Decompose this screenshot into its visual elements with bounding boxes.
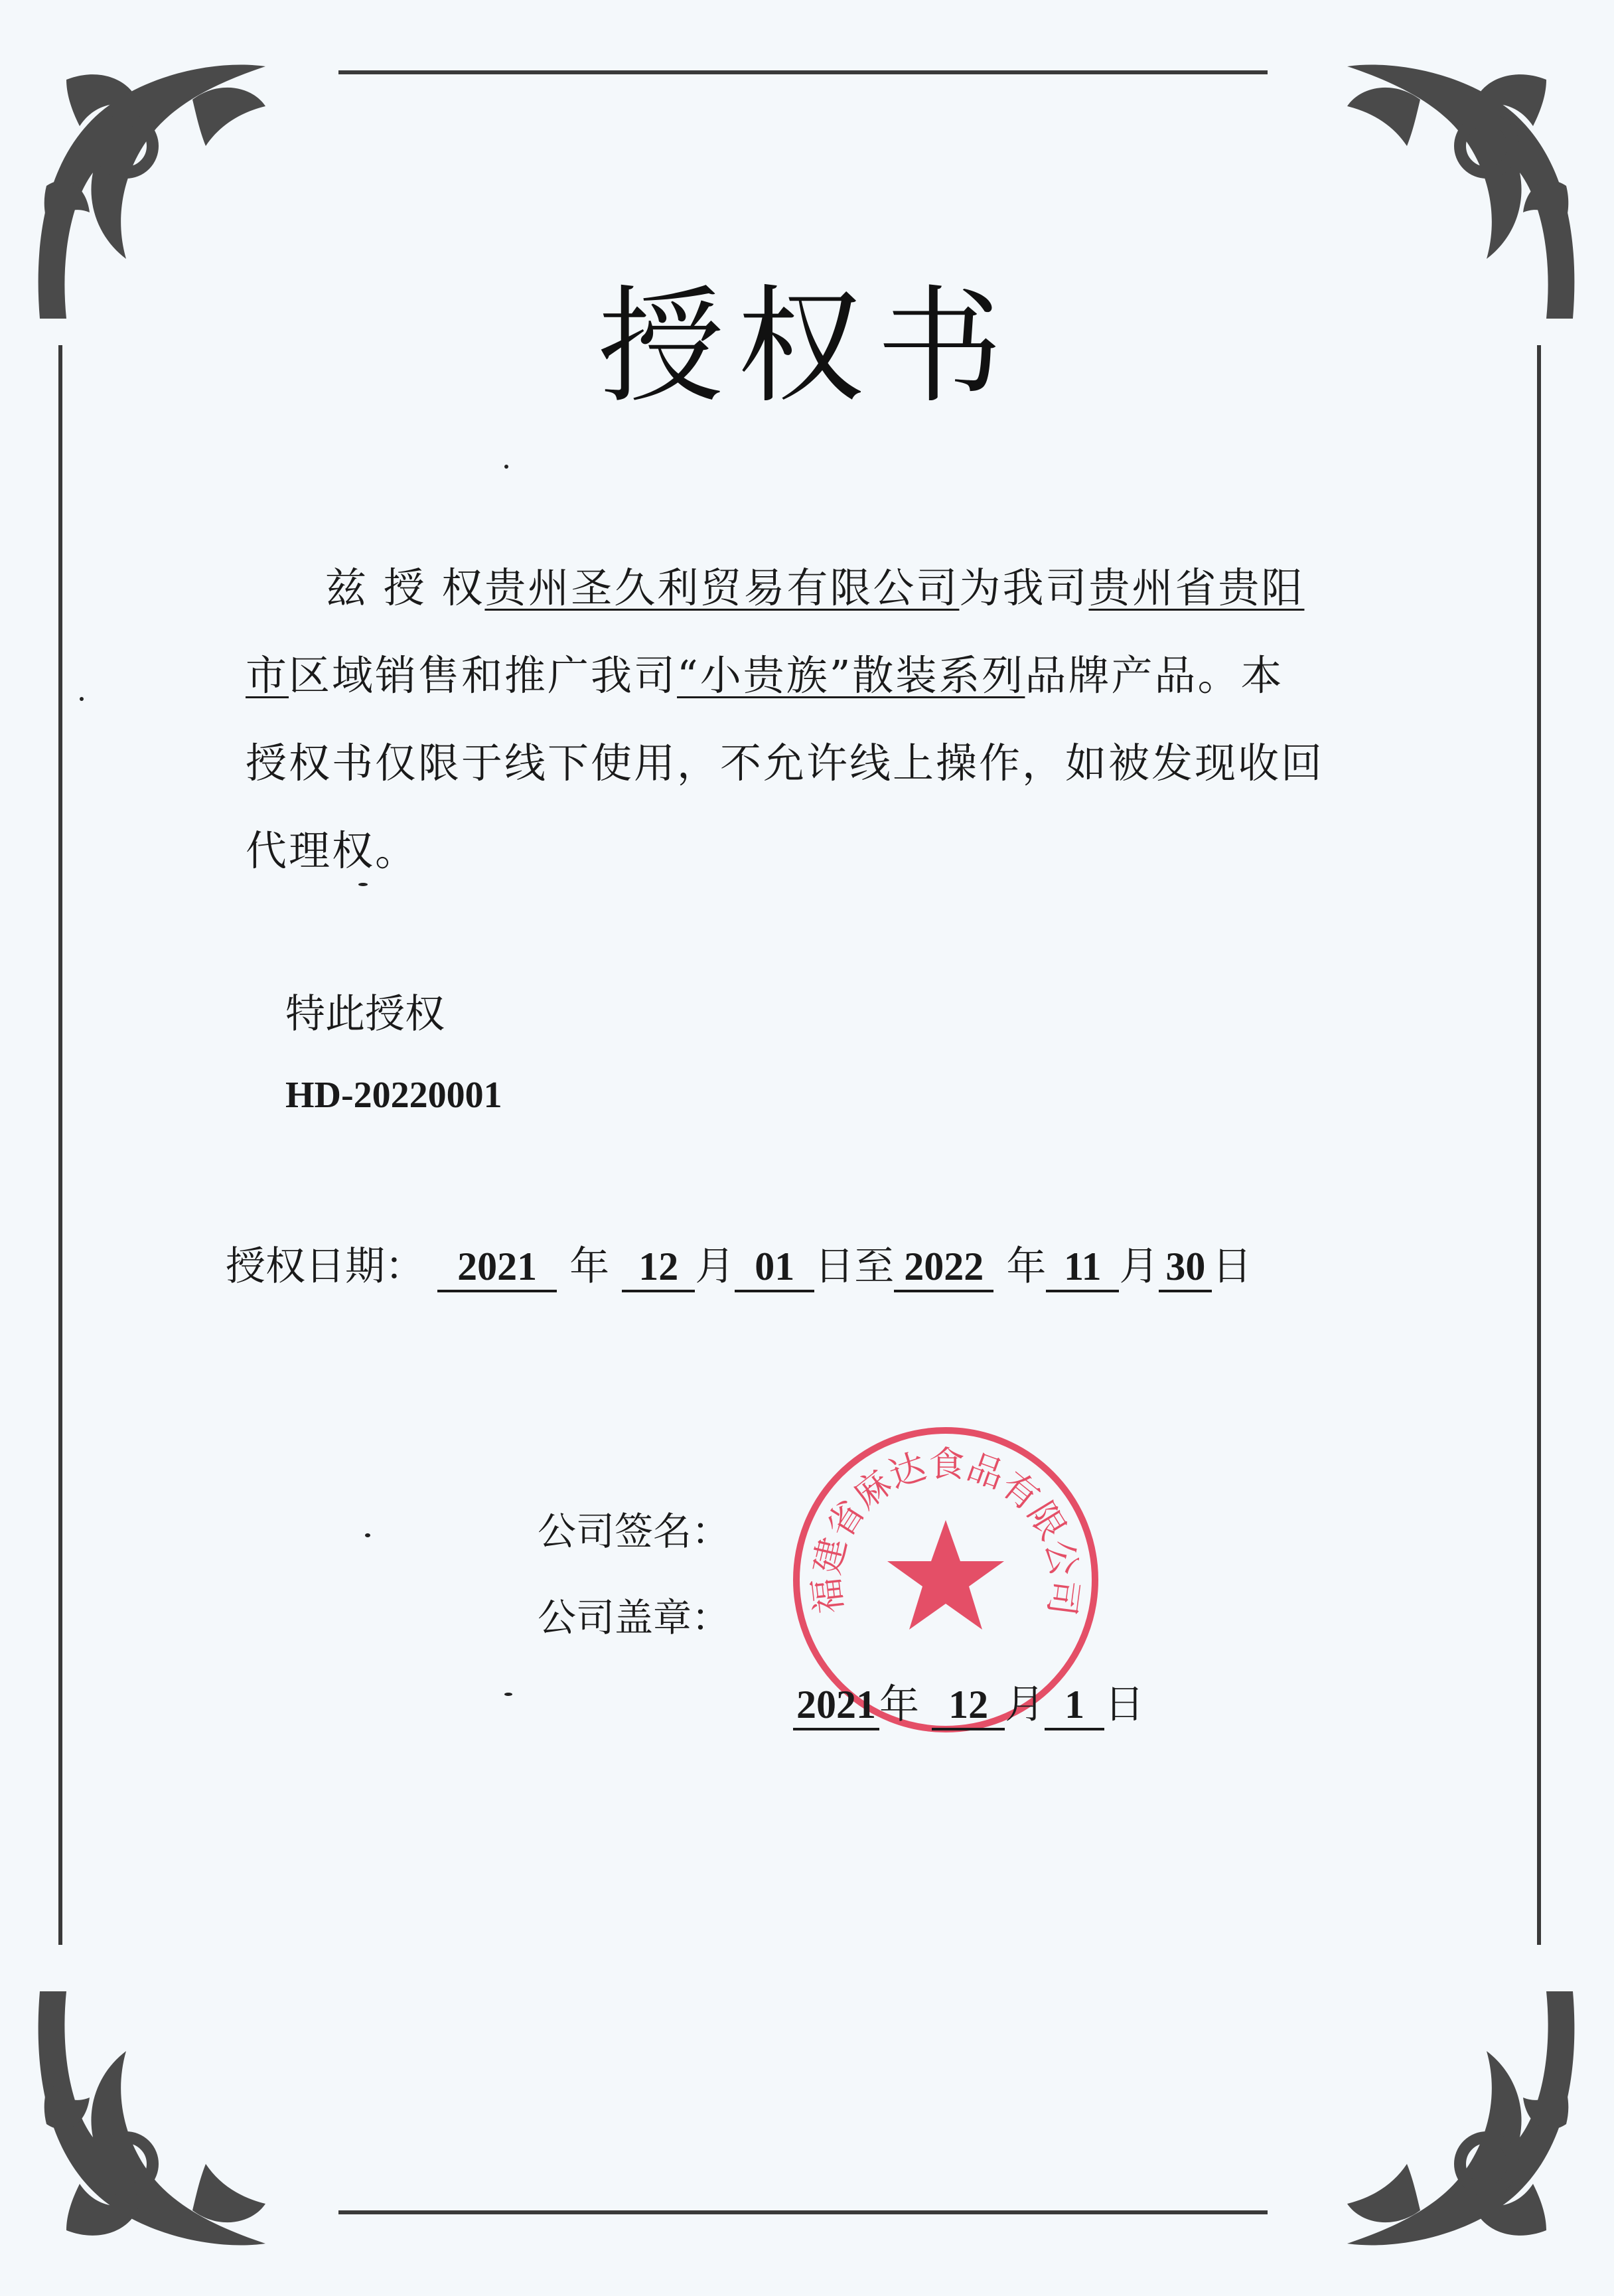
sign-month: 12 (932, 1681, 1005, 1730)
start-year: 2021 (437, 1243, 557, 1292)
region-part-b: 市 (246, 651, 289, 700)
scan-speck (80, 697, 84, 701)
end-month: 11 (1046, 1243, 1119, 1292)
corner-ornament-bottom-right (1334, 1985, 1586, 2270)
document-title: 授权书 (597, 273, 1016, 420)
signature-date (793, 1673, 1144, 1730)
body-prefix: 兹 授 权 (325, 564, 485, 612)
company-seal-label: 公司盖章： (538, 1595, 731, 1640)
body-line3: 授权书仅限于线下使用，不允许线上操作，如被发现收回 (246, 739, 1325, 787)
region-part-a: 贵州省贵阳 (1088, 564, 1305, 612)
scan-speck (504, 1693, 512, 1696)
end-day: 30 (1159, 1243, 1212, 1292)
scan-speck (504, 465, 508, 469)
body-line2-b: 品牌产品。本 (1025, 651, 1284, 700)
sign-year-char: 年 (879, 1681, 919, 1728)
product-series: “小贵族”散装系列 (677, 651, 1025, 700)
end-year-char: 年 (1006, 1243, 1047, 1290)
authorization-period (226, 1235, 1252, 1292)
seal-star (887, 1520, 1004, 1630)
sign-year: 2021 (793, 1681, 879, 1730)
period-label: 授权日期： (226, 1243, 425, 1290)
border-top (338, 70, 1268, 74)
special-authorization: 特此授权 (285, 991, 445, 1037)
sign-day-char: 日 (1104, 1681, 1145, 1728)
corner-ornament-bottom-left (27, 1985, 279, 2270)
authorization-body (246, 544, 1374, 895)
end-year: 2022 (894, 1243, 993, 1292)
company-sign-label: 公司签名： (538, 1509, 731, 1554)
scan-speck (358, 883, 368, 886)
end-day-char: 日 (1212, 1243, 1252, 1290)
sign-day: 1 (1045, 1681, 1104, 1730)
border-left (58, 345, 62, 1945)
to-text: 日至 (814, 1243, 895, 1290)
authorized-company: 贵州圣久利贸易有限公司 (484, 564, 960, 612)
start-year-char: 年 (569, 1243, 610, 1290)
end-month-char: 月 (1119, 1243, 1159, 1290)
start-day: 01 (735, 1243, 814, 1292)
authorization-code: HD-20220001 (285, 1075, 502, 1116)
sign-month-char: 月 (1005, 1681, 1045, 1728)
body-mid: 为我司 (959, 564, 1089, 612)
start-month: 12 (622, 1243, 695, 1292)
body-line4: 代理权。 (246, 826, 419, 875)
scan-speck (365, 1533, 370, 1537)
body-line2-a: 区域销售和推广我司 (289, 651, 678, 700)
seal-text: 福建省麻达食品有限公司 (805, 1443, 1086, 1618)
start-month-char: 月 (695, 1243, 735, 1290)
border-bottom (338, 2210, 1268, 2214)
border-right (1537, 345, 1541, 1945)
